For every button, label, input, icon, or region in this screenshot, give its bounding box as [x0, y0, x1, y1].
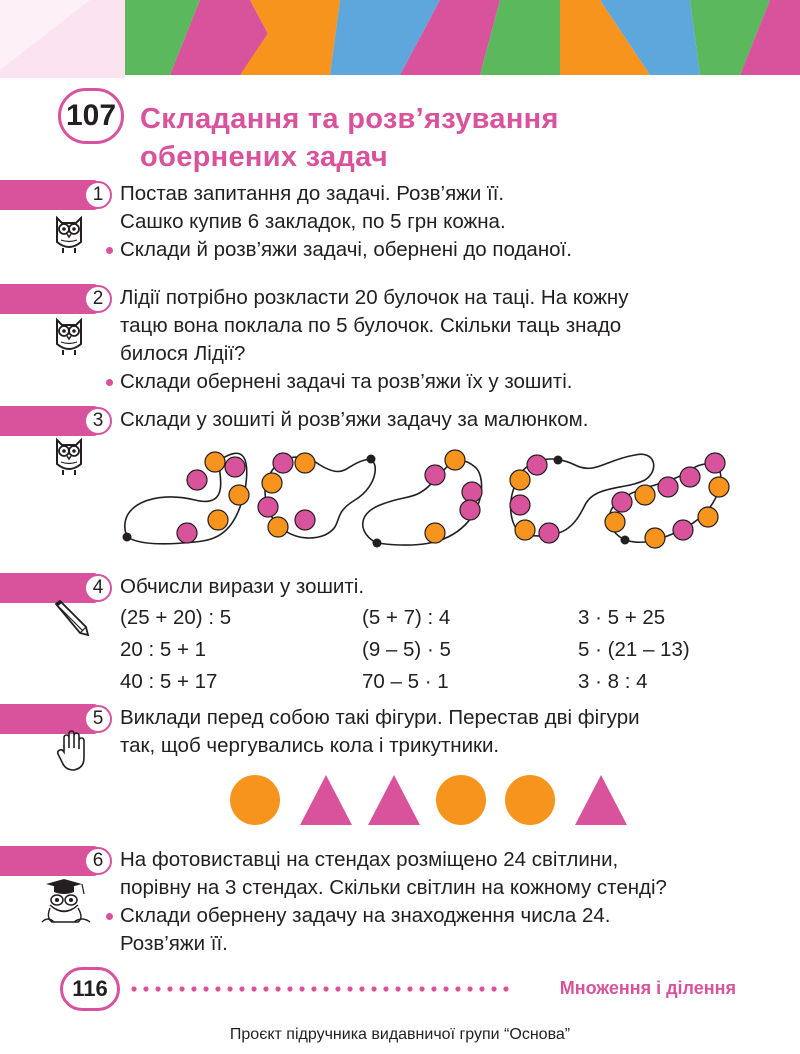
- expression: (25 + 20) : 5: [120, 606, 232, 629]
- task-number: 5: [84, 705, 112, 733]
- necklace: [363, 450, 482, 548]
- task-text: Обчисли вирази у зошиті.: [120, 575, 365, 598]
- necklace: [510, 454, 654, 543]
- lesson-title: [140, 100, 559, 176]
- expression: 3 · 8 : 4: [578, 670, 648, 693]
- task-text: Виклади перед собою такі фігури. Перестав дві фігури: [120, 706, 640, 729]
- project-note: Проєкт підручника видавничої групи “Основа”: [229, 1026, 571, 1043]
- pink-triangle: [368, 775, 420, 825]
- bead-necklaces-illustration: [115, 445, 740, 560]
- task-text: тацю вона поклала по 5 булочок. Скільки таць знадо: [120, 314, 622, 337]
- bullet: [106, 379, 113, 386]
- task-text: Лідії потрібно розкласти 20 булочок на таці. На кожну: [120, 286, 629, 309]
- task-text: порівну на 3 стендах. Скільки світлин на кожному стенді?: [120, 876, 667, 899]
- dotted-leader: [130, 984, 515, 994]
- necklace: [123, 452, 250, 544]
- task-bullet-text: Склади обернені задачі та розв’яжи їх у зошиті.: [120, 370, 573, 393]
- task-text: На фотовиставці на стендах розміщено 24 світлини,: [120, 848, 619, 871]
- orange-circle: [436, 775, 486, 825]
- task-text: билося Лідії?: [120, 342, 246, 365]
- task-number: 2: [84, 285, 112, 313]
- necklace: [258, 453, 376, 538]
- task-number: 4: [84, 574, 112, 602]
- owl-icon: [52, 314, 86, 356]
- orange-circle: [230, 775, 280, 825]
- bullet: [106, 913, 113, 920]
- task-number: 6: [84, 847, 112, 875]
- expression: (9 – 5) · 5: [362, 638, 451, 661]
- expression: 3 · 5 + 25: [578, 606, 666, 629]
- page-number: 116: [60, 967, 120, 1011]
- expression: 70 – 5 · 1: [362, 670, 449, 693]
- task-text: Постав запитання до задачі. Розв’яжи її.: [120, 182, 505, 205]
- task-text: Сашко купив 6 закладок, по 5 грн кожна.: [120, 210, 506, 233]
- owl-icon: [52, 434, 86, 476]
- lesson-number: 107: [58, 88, 124, 144]
- section-title: Множення і ділення: [559, 978, 736, 998]
- task-text: так, щоб чергувались кола і трикутники.: [120, 734, 500, 757]
- task-bullet-text: Склади обернену задачу на знаходження числа 24.: [120, 904, 611, 927]
- frog-icon: [38, 878, 96, 928]
- shapes-row: [225, 770, 645, 830]
- bullet: [106, 247, 113, 254]
- pink-triangle: [300, 775, 352, 825]
- task-number: 3: [84, 407, 112, 435]
- owl-icon: [52, 212, 86, 254]
- task-number: 1: [84, 181, 112, 209]
- lesson-title-line2: обернених задач: [140, 141, 388, 173]
- expression: (5 + 7) : 4: [362, 606, 451, 629]
- expression: 40 : 5 + 17: [120, 670, 218, 693]
- header-banner: [0, 0, 800, 80]
- task-bullet-text: Склади й розв’яжи задачі, обернені до поданої.: [120, 238, 572, 261]
- task-text: Склади у зошиті й розв’яжи задачу за малюнком.: [120, 408, 589, 431]
- necklace: [605, 453, 729, 548]
- pencil-icon: [50, 598, 90, 638]
- expression: 20 : 5 + 1: [120, 638, 207, 661]
- lesson-title-line1: Складання та розв’язування: [140, 103, 559, 135]
- orange-circle: [505, 775, 555, 825]
- expression: 5 · (21 – 13): [578, 638, 690, 661]
- hand-icon: [56, 730, 88, 772]
- pink-triangle: [575, 775, 627, 825]
- task-bullet-text: Розв’яжи її.: [120, 932, 228, 955]
